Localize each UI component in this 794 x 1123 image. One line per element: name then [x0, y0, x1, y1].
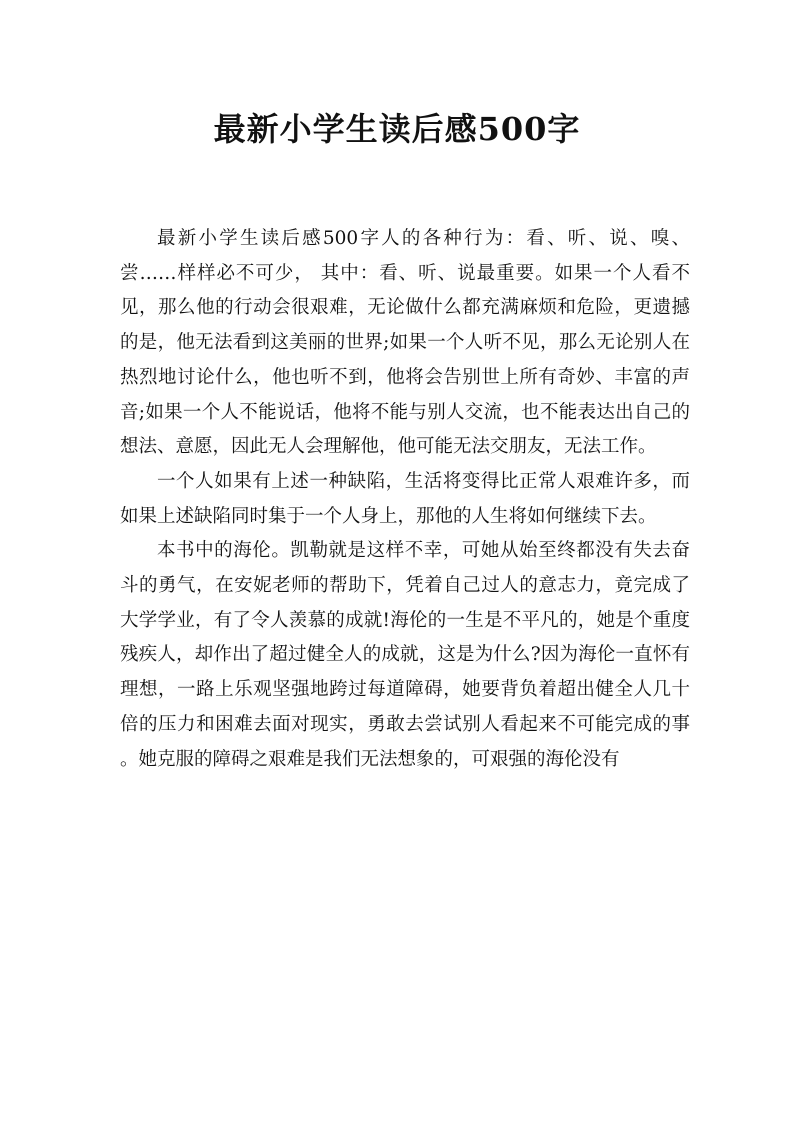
paragraph-2: 一个人如果有上述一种缺陷，生活将变得比正常人艰难许多，而如果上述缺陷同时集于一个人身上，那他的人生将如何继续下去。	[120, 470, 690, 527]
paragraph-3: 本书中的海伦。凯勒就是这样不幸，可她从始至终都没有失去奋斗的勇气，在安妮老师的帮助下，凭着自己过人的意志力，竟完成了大学学业，有了令人羡慕的成就!海伦的一生是不平凡的，她是个重度残疾人，却作出了超过健全人的成就，这是为什么?因为海伦一直怀有理想，一路上乐观坚强地跨过每道障碍，她要背负着超出健全人几十倍的压力和困难去面对现实，勇敢去尝试别人看起来不可能完成的事 。她克服的障碍之艰难是我们无法想象的，可艰强的海伦没有	[120, 540, 690, 770]
document-body	[120, 222, 690, 777]
paragraph-1: 最新小学生读后感500字人的各种行为：看、听、说、嗅、尝……样样必不可少， 其中：看、听、说最重要。如果一个人看不见，那么他的行动会很艰难，无论做什么都充满麻烦和危险，更遗撼的是，他无法看到这美丽的世界;如果一个人听不见，那么无论别人在热烈地讨论什么，他也听不到，他将会告别世上所有奇妙、丰富的声音;如果一个人不能说话，他将不能与别人交流，也不能表达出自己的想法、意愿，因此无人会理解他，他可能无法交朋友，无法工作。	[120, 228, 690, 458]
document-title: 最新小学生读后感500字	[213, 110, 581, 148]
